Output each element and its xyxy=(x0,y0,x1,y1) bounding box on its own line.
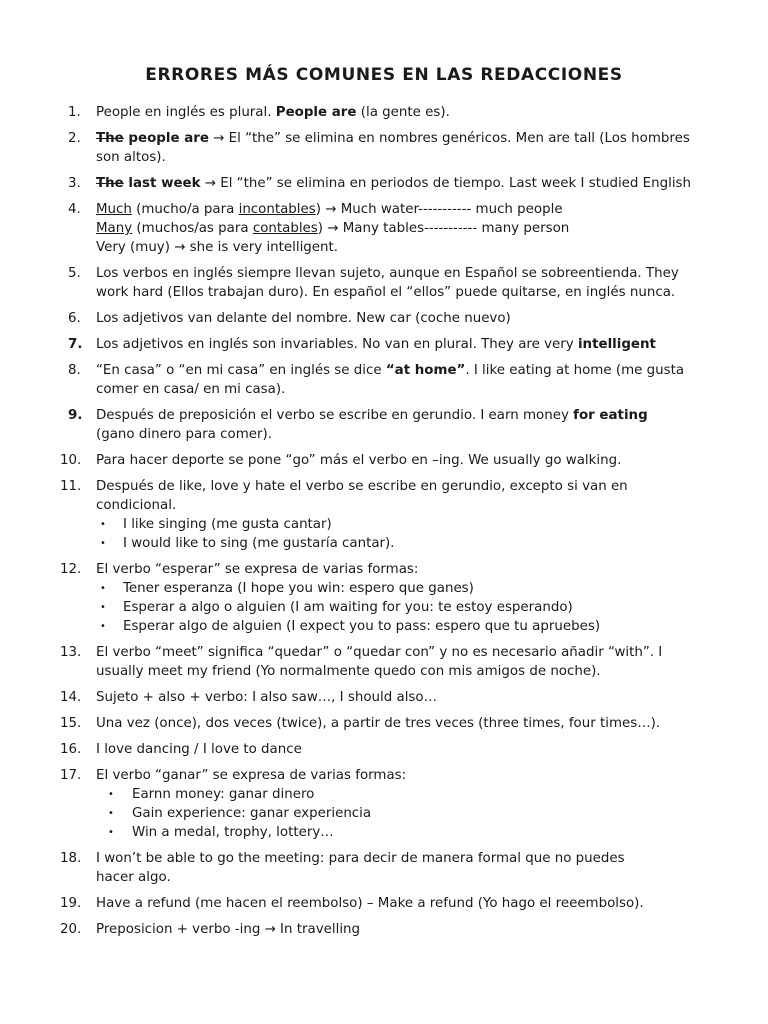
item-text-line xyxy=(96,560,694,579)
text-run: ) → Much water----------- much people xyxy=(315,202,563,217)
item-text-line xyxy=(96,219,694,238)
list-item xyxy=(0,894,768,913)
item-text-line xyxy=(96,238,694,257)
text-run: Have a refund (me hacen el reembolso) – Make a refund (Yo hago el reeembolso). xyxy=(96,896,644,911)
list-item xyxy=(0,714,768,733)
item-text-line xyxy=(96,335,694,354)
item-text-line xyxy=(96,283,694,302)
text-run: Después de like, love y hate el verbo se escribe en gerundio, excepto si van en xyxy=(96,479,628,494)
item-number: 16. xyxy=(60,742,82,757)
list-item xyxy=(0,264,768,302)
bullet-icon: • xyxy=(108,827,114,838)
text-run: (muchos/as para xyxy=(132,221,253,236)
bullet-text: Tener esperanza (I hope you win: espero que ganes) xyxy=(123,581,474,596)
bullet-icon: • xyxy=(100,583,106,594)
bullet-text: Earnn money: ganar dinero xyxy=(132,787,315,802)
text-run: People are xyxy=(275,105,357,120)
bullet-text: Win a medal, trophy, lottery… xyxy=(132,825,334,840)
list-item xyxy=(0,335,768,354)
text-run: for eating xyxy=(573,408,648,423)
item-text-line xyxy=(96,129,694,148)
list-item xyxy=(0,451,768,470)
item-text-line xyxy=(96,766,694,785)
item-text-line xyxy=(96,148,694,167)
text-run: Una vez (once), dos veces (twice), a partir de tres veces (three times, four times…). xyxy=(96,716,661,731)
item-number: 3. xyxy=(68,176,81,191)
bullet-icon: • xyxy=(100,538,106,549)
item-text-line xyxy=(96,688,694,707)
text-run: comer en casa/ en mi casa). xyxy=(96,382,286,397)
item-number: 18. xyxy=(60,851,82,866)
text-run: ) → Many tables----------- many person xyxy=(317,221,570,236)
bullet-item xyxy=(96,598,694,617)
text-run: “at home” xyxy=(385,363,466,378)
text-run: intelligent xyxy=(577,337,656,352)
item-text-line xyxy=(96,174,694,193)
bullet-item xyxy=(96,804,694,823)
bullet-text: Esperar algo de alguien (I expect you to pass: espero que tu apruebes) xyxy=(123,619,601,634)
text-run: work hard (Ellos trabajan duro). En español el “ellos” puede quitarse, en inglés nunca. xyxy=(96,285,676,300)
bullet-icon: • xyxy=(100,621,106,632)
item-number: 11. xyxy=(60,479,82,494)
numbered-list xyxy=(0,103,768,946)
item-text-line xyxy=(96,662,694,681)
text-run: hacer algo. xyxy=(96,870,171,885)
text-run: (gano dinero para comer). xyxy=(96,427,272,442)
item-number: 9. xyxy=(68,408,83,423)
item-number: 4. xyxy=(68,202,81,217)
item-number: 2. xyxy=(68,131,81,146)
item-number: 14. xyxy=(60,690,82,705)
text-run: Después de preposición el verbo se escribe en gerundio. I earn money xyxy=(96,408,574,423)
item-text-line xyxy=(96,200,694,219)
text-run: Much xyxy=(96,202,132,217)
item-text-line xyxy=(96,868,694,887)
list-item xyxy=(0,406,768,444)
text-run: The xyxy=(96,131,124,146)
list-item xyxy=(0,766,768,842)
bullet-text: Gain experience: ganar experiencia xyxy=(132,806,372,821)
text-run: Preposicion + verbo -ing → In travelling xyxy=(96,922,361,937)
list-item xyxy=(0,477,768,553)
list-item xyxy=(0,103,768,122)
bullet-text: Esperar a algo o alguien (I am waiting for you: te estoy esperando) xyxy=(123,600,573,615)
bullet-item xyxy=(96,515,694,534)
item-number: 20. xyxy=(60,922,82,937)
bullet-text: I would like to sing (me gustaría cantar). xyxy=(123,536,395,551)
item-text-line xyxy=(96,103,694,122)
bullet-item xyxy=(96,823,694,842)
item-number: 8. xyxy=(68,363,81,378)
text-run: people are xyxy=(123,131,209,146)
list-item xyxy=(0,560,768,636)
item-number: 5. xyxy=(68,266,81,281)
item-text-line xyxy=(96,380,694,399)
list-item xyxy=(0,740,768,759)
item-number: 7. xyxy=(68,337,83,352)
text-run: Para hacer deporte se pone “go” más el verbo en –ing. We usually go walking. xyxy=(96,453,622,468)
bullet-item xyxy=(96,534,694,553)
bullet-icon: • xyxy=(100,602,106,613)
text-run: People en inglés es plural. xyxy=(96,105,276,120)
item-text-line xyxy=(96,451,694,470)
bullet-item xyxy=(96,617,694,636)
item-number: 13. xyxy=(60,645,82,660)
text-run: “En casa” o “en mi casa” en inglés se dice xyxy=(96,363,386,378)
item-text-line xyxy=(96,714,694,733)
bullet-item xyxy=(96,785,694,804)
item-number: 15. xyxy=(60,716,82,731)
bullet-icon: • xyxy=(108,808,114,819)
text-run: Los adjetivos van delante del nombre. New car (coche nuevo) xyxy=(96,311,511,326)
list-item xyxy=(0,174,768,193)
item-number: 19. xyxy=(60,896,82,911)
item-text-line xyxy=(96,477,694,496)
text-run: The xyxy=(96,176,124,191)
bullet-text: I like singing (me gusta cantar) xyxy=(123,517,332,532)
text-run: I won’t be able to go the meeting: para decir de manera formal que no puedes xyxy=(96,851,625,866)
list-item xyxy=(0,920,768,939)
list-item xyxy=(0,849,768,887)
document-title: ERRORES MÁS COMUNES EN LAS REDACCIONES xyxy=(145,65,623,85)
list-item xyxy=(0,129,768,167)
bullet-icon: • xyxy=(100,519,106,530)
list-item xyxy=(0,309,768,328)
item-text-line xyxy=(96,361,694,380)
item-number: 12. xyxy=(60,562,82,577)
item-text-line xyxy=(96,643,694,662)
text-run: condicional. xyxy=(96,498,177,513)
text-run: Los adjetivos en inglés son invariables. No van en plural. They are very xyxy=(96,337,578,352)
text-run: contables xyxy=(252,221,318,236)
text-run: Very (muy) → she is very intelligent. xyxy=(96,240,339,255)
item-number: 6. xyxy=(68,311,81,326)
bullet-item xyxy=(96,579,694,598)
text-run: → El “the” se elimina en periodos de tiempo. Last week I studied English xyxy=(200,176,692,191)
text-run: son altos). xyxy=(96,150,166,165)
text-run: . I like eating at home (me gusta xyxy=(465,363,685,378)
list-item xyxy=(0,643,768,681)
list-item xyxy=(0,200,768,257)
item-text-line xyxy=(96,920,694,939)
text-run: El verbo “meet” significa “quedar” o “quedar con” y no es necesario añadir “with”. I xyxy=(96,645,663,660)
text-run: usually meet my friend (Yo normalmente quedo con mis amigos de noche). xyxy=(96,664,601,679)
item-text-line xyxy=(96,406,694,425)
text-run: (la gente es). xyxy=(356,105,450,120)
item-text-line xyxy=(96,496,694,515)
item-number: 10. xyxy=(60,453,82,468)
text-run: Los verbos en inglés siempre llevan sujeto, aunque en Español se sobreentienda. They xyxy=(96,266,679,281)
text-run: El verbo “ganar” se expresa de varias formas: xyxy=(96,768,407,783)
item-number: 1. xyxy=(68,105,81,120)
text-run: last week xyxy=(123,176,201,191)
list-item xyxy=(0,361,768,399)
text-run: incontables xyxy=(238,202,316,217)
text-run: Sujeto + also + verbo: I also saw…, I should also… xyxy=(96,690,437,705)
item-text-line xyxy=(96,894,694,913)
item-text-line xyxy=(96,849,694,868)
item-text-line xyxy=(96,740,694,759)
text-run: → El “the” se elimina en nombres genéricos. Men are tall (Los hombres xyxy=(208,131,690,146)
bullet-icon: • xyxy=(108,789,114,800)
text-run: (mucho/a para xyxy=(131,202,239,217)
item-text-line xyxy=(96,309,694,328)
item-text-line xyxy=(96,264,694,283)
text-run: El verbo “esperar” se expresa de varias formas: xyxy=(96,562,419,577)
item-number: 17. xyxy=(60,768,82,783)
item-text-line xyxy=(96,425,694,444)
list-item xyxy=(0,688,768,707)
text-run: Many xyxy=(96,221,133,236)
text-run: I love dancing / I love to dance xyxy=(96,742,302,757)
